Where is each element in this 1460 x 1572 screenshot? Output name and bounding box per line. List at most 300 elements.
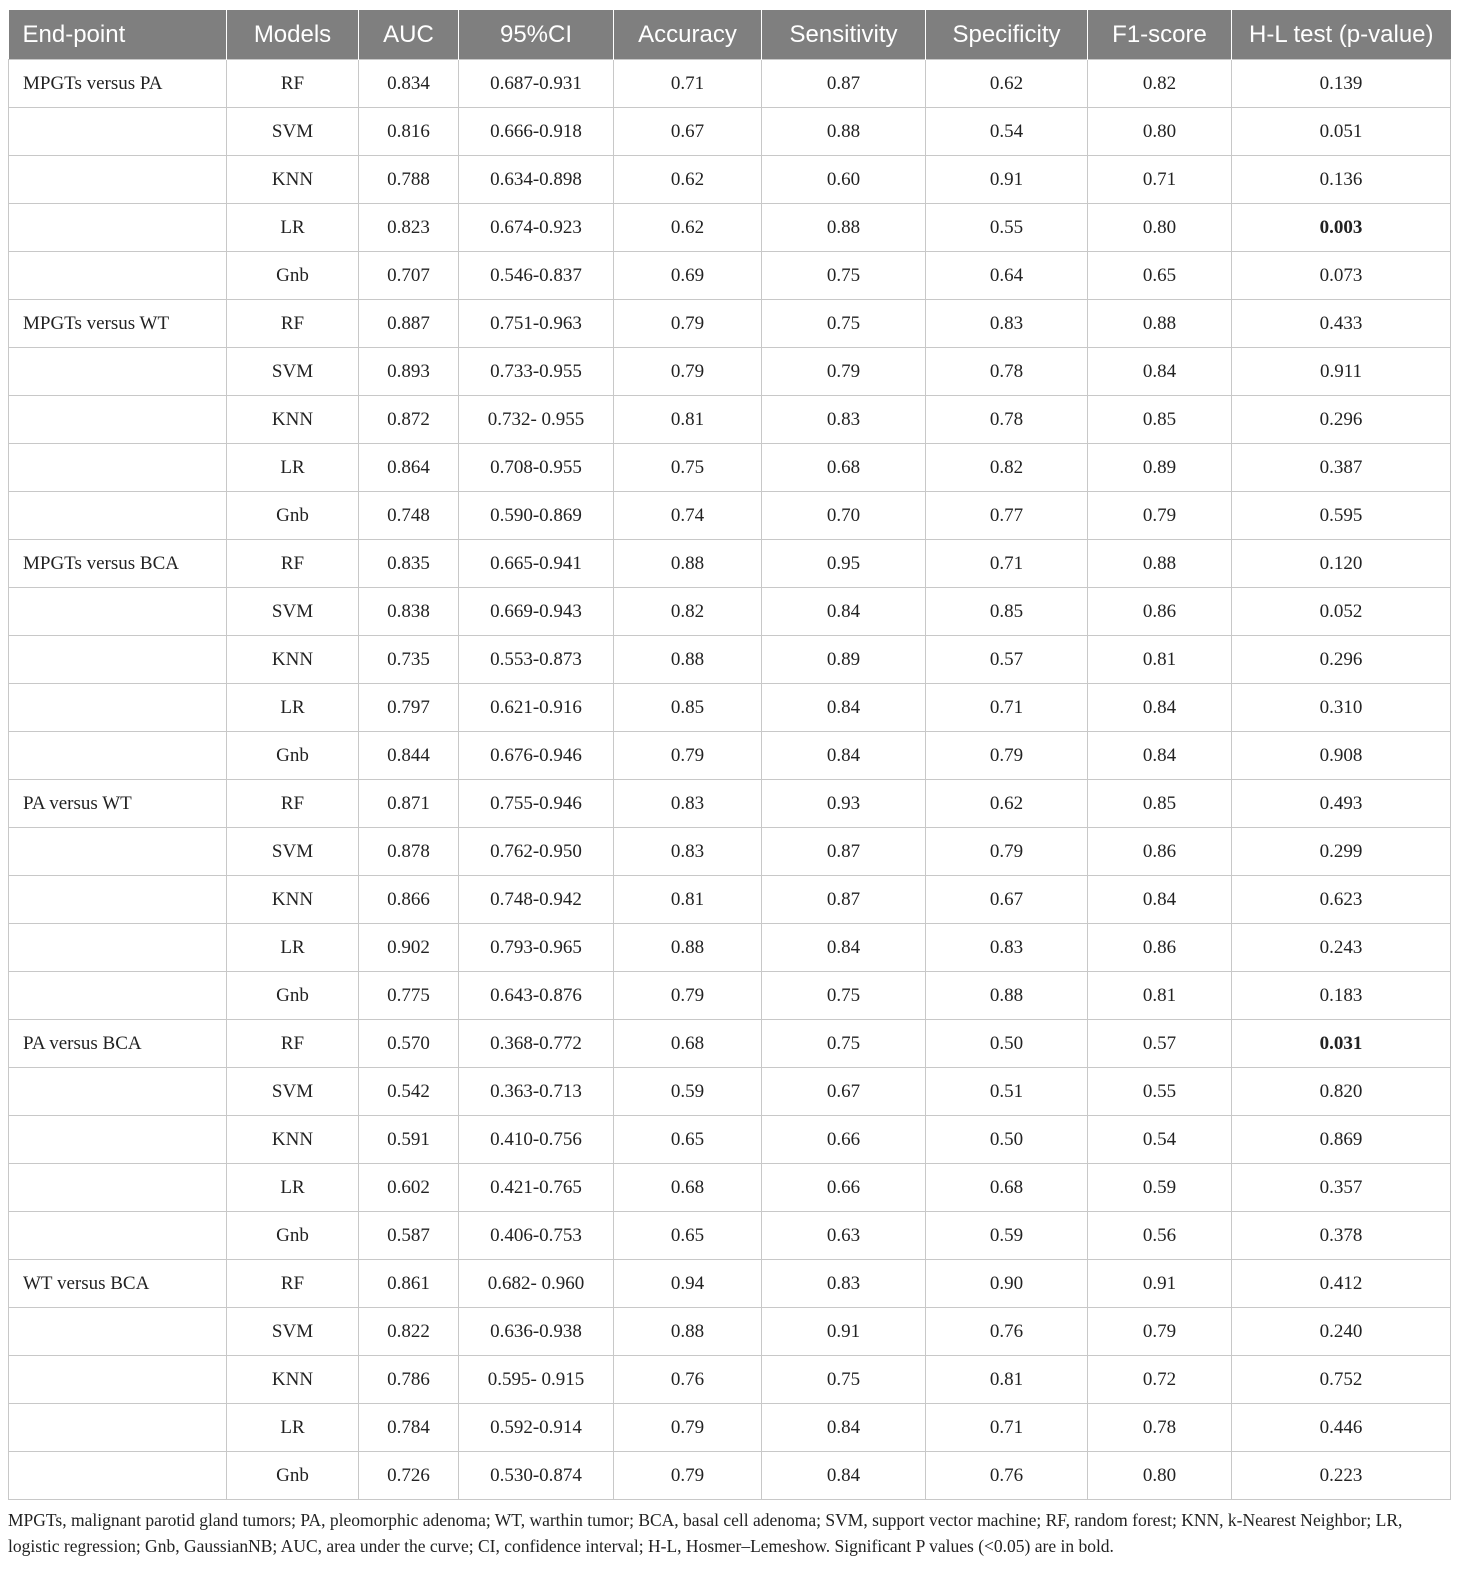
ci-cell: 0.621-0.916 <box>459 684 614 732</box>
header-ci: 95%CI <box>459 10 614 60</box>
specificity-cell: 0.54 <box>926 108 1088 156</box>
model-cell: RF <box>227 60 359 108</box>
specificity-cell: 0.83 <box>926 924 1088 972</box>
table-row <box>9 300 1451 348</box>
auc-cell: 0.748 <box>359 492 459 540</box>
model-cell: LR <box>227 204 359 252</box>
specificity-cell: 0.90 <box>926 1260 1088 1308</box>
specificity-cell: 0.71 <box>926 540 1088 588</box>
table-row <box>9 828 1451 876</box>
model-cell: RF <box>227 780 359 828</box>
table-row <box>9 1212 1451 1260</box>
table-row <box>9 492 1451 540</box>
endpoint-cell: MPGTs versus WT <box>9 300 227 348</box>
ci-cell: 0.665-0.941 <box>459 540 614 588</box>
endpoint-cell <box>9 348 227 396</box>
f1-score-cell: 0.72 <box>1088 1356 1232 1404</box>
ci-cell: 0.643-0.876 <box>459 972 614 1020</box>
auc-cell: 0.775 <box>359 972 459 1020</box>
specificity-cell: 0.88 <box>926 972 1088 1020</box>
f1-score-cell: 0.79 <box>1088 1308 1232 1356</box>
specificity-cell: 0.50 <box>926 1116 1088 1164</box>
endpoint-cell <box>9 732 227 780</box>
ci-cell: 0.546-0.837 <box>459 252 614 300</box>
accuracy-cell: 0.62 <box>614 204 762 252</box>
endpoint-cell <box>9 1404 227 1452</box>
accuracy-cell: 0.79 <box>614 1452 762 1500</box>
accuracy-cell: 0.88 <box>614 636 762 684</box>
auc-cell: 0.864 <box>359 444 459 492</box>
f1-score-cell: 0.84 <box>1088 876 1232 924</box>
model-cell: Gnb <box>227 1212 359 1260</box>
accuracy-cell: 0.74 <box>614 492 762 540</box>
ci-cell: 0.762-0.950 <box>459 828 614 876</box>
hl-test-cell: 0.595 <box>1232 492 1451 540</box>
specificity-cell: 0.82 <box>926 444 1088 492</box>
sensitivity-cell: 0.75 <box>762 252 926 300</box>
ci-cell: 0.363-0.713 <box>459 1068 614 1116</box>
ci-cell: 0.410-0.756 <box>459 1116 614 1164</box>
specificity-cell: 0.51 <box>926 1068 1088 1116</box>
f1-score-cell: 0.54 <box>1088 1116 1232 1164</box>
sensitivity-cell: 0.60 <box>762 156 926 204</box>
hl-test-cell: 0.120 <box>1232 540 1451 588</box>
model-cell: KNN <box>227 396 359 444</box>
endpoint-cell <box>9 588 227 636</box>
f1-score-cell: 0.91 <box>1088 1260 1232 1308</box>
ci-cell: 0.590-0.869 <box>459 492 614 540</box>
model-cell: Gnb <box>227 252 359 300</box>
specificity-cell: 0.85 <box>926 588 1088 636</box>
endpoint-cell <box>9 1452 227 1500</box>
f1-score-cell: 0.86 <box>1088 828 1232 876</box>
sensitivity-cell: 0.84 <box>762 732 926 780</box>
accuracy-cell: 0.79 <box>614 300 762 348</box>
ci-cell: 0.666-0.918 <box>459 108 614 156</box>
table-row <box>9 1404 1451 1452</box>
f1-score-cell: 0.78 <box>1088 1404 1232 1452</box>
ci-cell: 0.751-0.963 <box>459 300 614 348</box>
model-cell: KNN <box>227 876 359 924</box>
accuracy-cell: 0.88 <box>614 1308 762 1356</box>
auc-cell: 0.784 <box>359 1404 459 1452</box>
auc-cell: 0.844 <box>359 732 459 780</box>
sensitivity-cell: 0.93 <box>762 780 926 828</box>
specificity-cell: 0.71 <box>926 1404 1088 1452</box>
ci-cell: 0.368-0.772 <box>459 1020 614 1068</box>
specificity-cell: 0.78 <box>926 396 1088 444</box>
model-cell: LR <box>227 1164 359 1212</box>
ci-cell: 0.676-0.946 <box>459 732 614 780</box>
accuracy-cell: 0.75 <box>614 444 762 492</box>
sensitivity-cell: 0.88 <box>762 108 926 156</box>
model-cell: KNN <box>227 1116 359 1164</box>
table-row <box>9 1020 1451 1068</box>
ci-cell: 0.733-0.955 <box>459 348 614 396</box>
sensitivity-cell: 0.84 <box>762 1404 926 1452</box>
hl-test-cell: 0.243 <box>1232 924 1451 972</box>
table-row <box>9 924 1451 972</box>
results-table <box>8 10 1451 1500</box>
auc-cell: 0.902 <box>359 924 459 972</box>
sensitivity-cell: 0.89 <box>762 636 926 684</box>
specificity-cell: 0.67 <box>926 876 1088 924</box>
f1-score-cell: 0.81 <box>1088 972 1232 1020</box>
auc-cell: 0.786 <box>359 1356 459 1404</box>
auc-cell: 0.570 <box>359 1020 459 1068</box>
hl-test-cell: 0.136 <box>1232 156 1451 204</box>
auc-cell: 0.816 <box>359 108 459 156</box>
header-auc: AUC <box>359 10 459 60</box>
endpoint-cell <box>9 156 227 204</box>
hl-test-cell: 0.240 <box>1232 1308 1451 1356</box>
accuracy-cell: 0.59 <box>614 1068 762 1116</box>
auc-cell: 0.587 <box>359 1212 459 1260</box>
model-cell: SVM <box>227 108 359 156</box>
auc-cell: 0.834 <box>359 60 459 108</box>
specificity-cell: 0.68 <box>926 1164 1088 1212</box>
table-body <box>9 60 1451 1500</box>
hl-test-cell: 0.299 <box>1232 828 1451 876</box>
specificity-cell: 0.62 <box>926 780 1088 828</box>
model-cell: RF <box>227 1260 359 1308</box>
table-row <box>9 588 1451 636</box>
ci-cell: 0.406-0.753 <box>459 1212 614 1260</box>
auc-cell: 0.726 <box>359 1452 459 1500</box>
hl-test-cell: 0.493 <box>1232 780 1451 828</box>
endpoint-cell: MPGTs versus BCA <box>9 540 227 588</box>
ci-cell: 0.421-0.765 <box>459 1164 614 1212</box>
table-row <box>9 780 1451 828</box>
hl-test-cell: 0.296 <box>1232 636 1451 684</box>
auc-cell: 0.866 <box>359 876 459 924</box>
table-row <box>9 1356 1451 1404</box>
auc-cell: 0.878 <box>359 828 459 876</box>
sensitivity-cell: 0.75 <box>762 1020 926 1068</box>
accuracy-cell: 0.62 <box>614 156 762 204</box>
hl-test-cell: 0.183 <box>1232 972 1451 1020</box>
hl-test-cell: 0.031 <box>1232 1020 1451 1068</box>
ci-cell: 0.793-0.965 <box>459 924 614 972</box>
endpoint-cell <box>9 636 227 684</box>
specificity-cell: 0.77 <box>926 492 1088 540</box>
ci-cell: 0.687-0.931 <box>459 60 614 108</box>
sensitivity-cell: 0.87 <box>762 876 926 924</box>
ci-cell: 0.674-0.923 <box>459 204 614 252</box>
auc-cell: 0.542 <box>359 1068 459 1116</box>
accuracy-cell: 0.81 <box>614 876 762 924</box>
hl-test-cell: 0.139 <box>1232 60 1451 108</box>
auc-cell: 0.838 <box>359 588 459 636</box>
specificity-cell: 0.59 <box>926 1212 1088 1260</box>
model-cell: Gnb <box>227 972 359 1020</box>
f1-score-cell: 0.80 <box>1088 108 1232 156</box>
model-cell: LR <box>227 684 359 732</box>
accuracy-cell: 0.79 <box>614 1404 762 1452</box>
auc-cell: 0.822 <box>359 1308 459 1356</box>
hl-test-cell: 0.752 <box>1232 1356 1451 1404</box>
auc-cell: 0.797 <box>359 684 459 732</box>
header-hl-test: H-L test (p-value) <box>1232 10 1451 60</box>
f1-score-cell: 0.56 <box>1088 1212 1232 1260</box>
f1-score-cell: 0.82 <box>1088 60 1232 108</box>
specificity-cell: 0.76 <box>926 1308 1088 1356</box>
hl-test-cell: 0.073 <box>1232 252 1451 300</box>
ci-cell: 0.748-0.942 <box>459 876 614 924</box>
table-row <box>9 684 1451 732</box>
model-cell: SVM <box>227 348 359 396</box>
table-row <box>9 1308 1451 1356</box>
f1-score-cell: 0.57 <box>1088 1020 1232 1068</box>
auc-cell: 0.893 <box>359 348 459 396</box>
accuracy-cell: 0.79 <box>614 972 762 1020</box>
endpoint-cell <box>9 876 227 924</box>
model-cell: KNN <box>227 156 359 204</box>
header-models: Models <box>227 10 359 60</box>
endpoint-cell <box>9 828 227 876</box>
accuracy-cell: 0.88 <box>614 924 762 972</box>
specificity-cell: 0.50 <box>926 1020 1088 1068</box>
sensitivity-cell: 0.95 <box>762 540 926 588</box>
specificity-cell: 0.57 <box>926 636 1088 684</box>
f1-score-cell: 0.71 <box>1088 156 1232 204</box>
specificity-cell: 0.62 <box>926 60 1088 108</box>
auc-cell: 0.823 <box>359 204 459 252</box>
model-cell: Gnb <box>227 492 359 540</box>
sensitivity-cell: 0.83 <box>762 1260 926 1308</box>
accuracy-cell: 0.68 <box>614 1164 762 1212</box>
endpoint-cell <box>9 492 227 540</box>
table-container <box>8 10 1450 1559</box>
endpoint-cell <box>9 1116 227 1164</box>
accuracy-cell: 0.65 <box>614 1116 762 1164</box>
sensitivity-cell: 0.67 <box>762 1068 926 1116</box>
hl-test-cell: 0.446 <box>1232 1404 1451 1452</box>
model-cell: LR <box>227 924 359 972</box>
ci-cell: 0.530-0.874 <box>459 1452 614 1500</box>
table-row <box>9 1164 1451 1212</box>
endpoint-cell <box>9 1356 227 1404</box>
sensitivity-cell: 0.83 <box>762 396 926 444</box>
hl-test-cell: 0.911 <box>1232 348 1451 396</box>
f1-score-cell: 0.84 <box>1088 684 1232 732</box>
model-cell: KNN <box>227 636 359 684</box>
sensitivity-cell: 0.75 <box>762 972 926 1020</box>
sensitivity-cell: 0.84 <box>762 924 926 972</box>
ci-cell: 0.553-0.873 <box>459 636 614 684</box>
ci-cell: 0.682- 0.960 <box>459 1260 614 1308</box>
f1-score-cell: 0.81 <box>1088 636 1232 684</box>
hl-test-cell: 0.412 <box>1232 1260 1451 1308</box>
hl-test-cell: 0.357 <box>1232 1164 1451 1212</box>
accuracy-cell: 0.79 <box>614 348 762 396</box>
ci-cell: 0.634-0.898 <box>459 156 614 204</box>
table-row <box>9 204 1451 252</box>
endpoint-cell <box>9 1068 227 1116</box>
sensitivity-cell: 0.66 <box>762 1164 926 1212</box>
model-cell: RF <box>227 540 359 588</box>
accuracy-cell: 0.82 <box>614 588 762 636</box>
model-cell: KNN <box>227 1356 359 1404</box>
sensitivity-cell: 0.87 <box>762 60 926 108</box>
accuracy-cell: 0.88 <box>614 540 762 588</box>
accuracy-cell: 0.68 <box>614 1020 762 1068</box>
model-cell: Gnb <box>227 1452 359 1500</box>
specificity-cell: 0.55 <box>926 204 1088 252</box>
endpoint-cell <box>9 396 227 444</box>
table-row <box>9 732 1451 780</box>
table-row <box>9 1116 1451 1164</box>
f1-score-cell: 0.85 <box>1088 396 1232 444</box>
table-row <box>9 60 1451 108</box>
endpoint-cell <box>9 924 227 972</box>
table-row <box>9 444 1451 492</box>
endpoint-cell <box>9 1164 227 1212</box>
table-row <box>9 348 1451 396</box>
hl-test-cell: 0.052 <box>1232 588 1451 636</box>
table-row <box>9 396 1451 444</box>
table-row <box>9 108 1451 156</box>
auc-cell: 0.861 <box>359 1260 459 1308</box>
ci-cell: 0.592-0.914 <box>459 1404 614 1452</box>
model-cell: Gnb <box>227 732 359 780</box>
table-footnote: MPGTs, malignant parotid gland tumors; PA, pleomorphic adenoma; WT, warthin tumor; BCA, basal cell adenoma; SVM, support vector machine; RF, random forest; KNN, k-Nearest Neighbor; LR, logistic regression; Gnb, GaussianNB; AUC, area under the curve; CI, confidence interval; H-L, Hosmer–Lemeshow. Significant P values (<0.05) are in bold. <box>8 1510 1403 1556</box>
hl-test-cell: 0.051 <box>1232 108 1451 156</box>
specificity-cell: 0.81 <box>926 1356 1088 1404</box>
hl-test-cell: 0.623 <box>1232 876 1451 924</box>
hl-test-cell: 0.003 <box>1232 204 1451 252</box>
hl-test-cell: 0.820 <box>1232 1068 1451 1116</box>
sensitivity-cell: 0.91 <box>762 1308 926 1356</box>
auc-cell: 0.602 <box>359 1164 459 1212</box>
f1-score-cell: 0.84 <box>1088 348 1232 396</box>
endpoint-cell: PA versus WT <box>9 780 227 828</box>
f1-score-cell: 0.79 <box>1088 492 1232 540</box>
hl-test-cell: 0.387 <box>1232 444 1451 492</box>
table-row <box>9 636 1451 684</box>
header-row <box>9 10 1451 60</box>
auc-cell: 0.788 <box>359 156 459 204</box>
sensitivity-cell: 0.84 <box>762 588 926 636</box>
hl-test-cell: 0.310 <box>1232 684 1451 732</box>
f1-score-cell: 0.80 <box>1088 1452 1232 1500</box>
specificity-cell: 0.64 <box>926 252 1088 300</box>
accuracy-cell: 0.94 <box>614 1260 762 1308</box>
accuracy-cell: 0.83 <box>614 828 762 876</box>
auc-cell: 0.887 <box>359 300 459 348</box>
f1-score-cell: 0.84 <box>1088 732 1232 780</box>
sensitivity-cell: 0.70 <box>762 492 926 540</box>
sensitivity-cell: 0.87 <box>762 828 926 876</box>
hl-test-cell: 0.433 <box>1232 300 1451 348</box>
model-cell: RF <box>227 300 359 348</box>
header-endpoint: End-point <box>9 10 227 60</box>
f1-score-cell: 0.55 <box>1088 1068 1232 1116</box>
auc-cell: 0.872 <box>359 396 459 444</box>
sensitivity-cell: 0.88 <box>762 204 926 252</box>
f1-score-cell: 0.86 <box>1088 924 1232 972</box>
endpoint-cell: WT versus BCA <box>9 1260 227 1308</box>
endpoint-cell <box>9 444 227 492</box>
endpoint-cell <box>9 252 227 300</box>
hl-test-cell: 0.296 <box>1232 396 1451 444</box>
f1-score-cell: 0.59 <box>1088 1164 1232 1212</box>
accuracy-cell: 0.71 <box>614 60 762 108</box>
f1-score-cell: 0.65 <box>1088 252 1232 300</box>
sensitivity-cell: 0.75 <box>762 1356 926 1404</box>
accuracy-cell: 0.67 <box>614 108 762 156</box>
accuracy-cell: 0.79 <box>614 732 762 780</box>
specificity-cell: 0.78 <box>926 348 1088 396</box>
accuracy-cell: 0.76 <box>614 1356 762 1404</box>
table-row <box>9 1068 1451 1116</box>
hl-test-cell: 0.223 <box>1232 1452 1451 1500</box>
ci-cell: 0.636-0.938 <box>459 1308 614 1356</box>
table-row <box>9 252 1451 300</box>
endpoint-cell <box>9 108 227 156</box>
accuracy-cell: 0.83 <box>614 780 762 828</box>
specificity-cell: 0.79 <box>926 828 1088 876</box>
sensitivity-cell: 0.84 <box>762 1452 926 1500</box>
specificity-cell: 0.79 <box>926 732 1088 780</box>
specificity-cell: 0.71 <box>926 684 1088 732</box>
endpoint-cell <box>9 204 227 252</box>
endpoint-cell <box>9 684 227 732</box>
model-cell: SVM <box>227 1308 359 1356</box>
specificity-cell: 0.83 <box>926 300 1088 348</box>
model-cell: SVM <box>227 1068 359 1116</box>
table-row <box>9 1260 1451 1308</box>
header-sensitivity: Sensitivity <box>762 10 926 60</box>
accuracy-cell: 0.69 <box>614 252 762 300</box>
f1-score-cell: 0.85 <box>1088 780 1232 828</box>
accuracy-cell: 0.85 <box>614 684 762 732</box>
endpoint-cell: MPGTs versus PA <box>9 60 227 108</box>
header-accuracy: Accuracy <box>614 10 762 60</box>
table-row <box>9 1452 1451 1500</box>
table-row <box>9 156 1451 204</box>
sensitivity-cell: 0.63 <box>762 1212 926 1260</box>
model-cell: SVM <box>227 588 359 636</box>
accuracy-cell: 0.65 <box>614 1212 762 1260</box>
model-cell: RF <box>227 1020 359 1068</box>
ci-cell: 0.669-0.943 <box>459 588 614 636</box>
f1-score-cell: 0.80 <box>1088 204 1232 252</box>
specificity-cell: 0.91 <box>926 156 1088 204</box>
auc-cell: 0.871 <box>359 780 459 828</box>
ci-cell: 0.755-0.946 <box>459 780 614 828</box>
sensitivity-cell: 0.68 <box>762 444 926 492</box>
model-cell: LR <box>227 1404 359 1452</box>
auc-cell: 0.707 <box>359 252 459 300</box>
endpoint-cell <box>9 1308 227 1356</box>
model-cell: LR <box>227 444 359 492</box>
sensitivity-cell: 0.75 <box>762 300 926 348</box>
f1-score-cell: 0.86 <box>1088 588 1232 636</box>
endpoint-cell: PA versus BCA <box>9 1020 227 1068</box>
f1-score-cell: 0.88 <box>1088 300 1232 348</box>
ci-cell: 0.708-0.955 <box>459 444 614 492</box>
table-row <box>9 540 1451 588</box>
table-row <box>9 972 1451 1020</box>
auc-cell: 0.835 <box>359 540 459 588</box>
accuracy-cell: 0.81 <box>614 396 762 444</box>
sensitivity-cell: 0.79 <box>762 348 926 396</box>
auc-cell: 0.735 <box>359 636 459 684</box>
table-row <box>9 876 1451 924</box>
header-specificity: Specificity <box>926 10 1088 60</box>
f1-score-cell: 0.89 <box>1088 444 1232 492</box>
